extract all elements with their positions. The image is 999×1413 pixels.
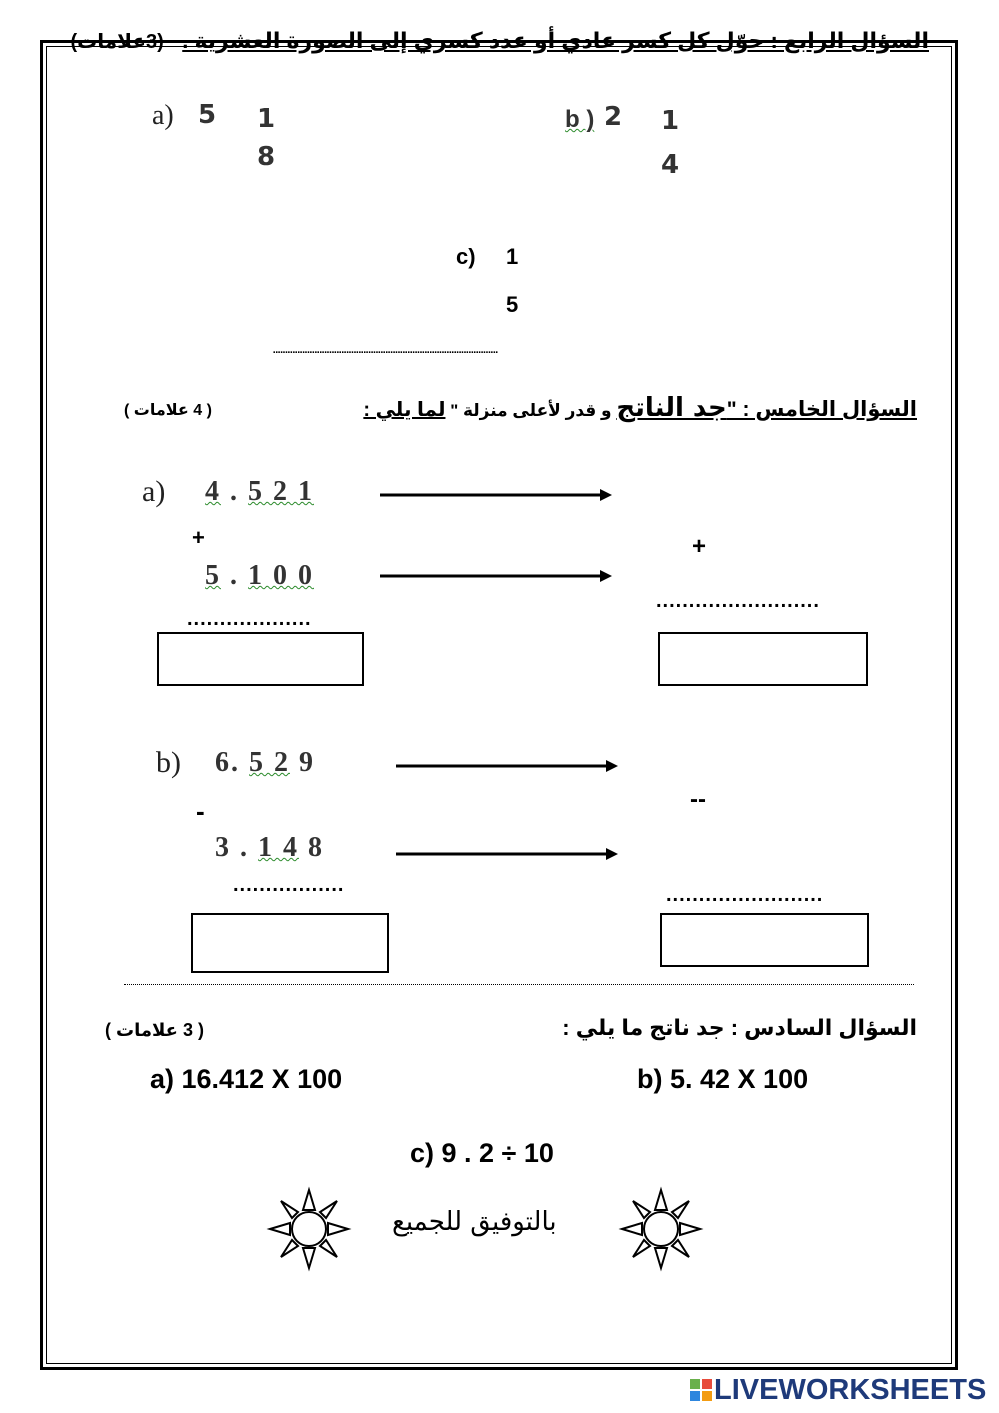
q5-b-bottom-dec2: 8 — [308, 832, 324, 863]
q4-a-label: a) — [152, 100, 174, 131]
q5-b-bottom-int: 3 — [215, 832, 231, 863]
q4-answer-line[interactable]: ............................................................................................ — [272, 340, 497, 357]
q5-a-bottom-number — [205, 560, 314, 592]
q4-b-label-text: b ) — [565, 106, 595, 133]
q5-heading — [363, 393, 917, 423]
q6-c-expression: c) 9 . 2 ÷ 10 — [410, 1138, 554, 1168]
q5-a-estimate-dots: ......................... — [656, 590, 820, 612]
q4-c-denominator: 5 — [506, 292, 519, 317]
q5-b-top-number — [215, 747, 315, 779]
q4-b-denominator: 4 — [661, 150, 680, 180]
q5-b-top-sep: . — [231, 747, 240, 778]
q5-a-bottom-sep: . — [230, 560, 239, 591]
q4-heading: السؤال الرابع : حوّل كل كسر عادي أو عدد كسري إلى الصورة العشرية . — [182, 28, 929, 53]
sun-icon-left — [268, 1188, 350, 1270]
q5-a-bottom-dec: 1 0 0 — [248, 560, 314, 591]
q5-b-result-box[interactable] — [191, 913, 389, 973]
q5-b-estimate-dots: ........................ — [666, 884, 824, 906]
q4-c-numerator: 1 — [506, 244, 519, 269]
q5-a-result-box[interactable] — [157, 632, 364, 686]
q5-b-top-dec2: 9 — [299, 747, 315, 778]
q5-b-label: b) — [156, 746, 181, 779]
section-divider — [124, 984, 914, 985]
q4-b-numerator: 1 — [661, 106, 680, 136]
q5-b-top-int: 6 — [215, 747, 231, 778]
q5-b-bottom-dec1: 1 4 — [258, 832, 299, 863]
q5-a-top-int: 4 — [205, 476, 221, 507]
q4-a-numerator: 1 — [257, 104, 276, 134]
q5-b-bottom-number — [215, 832, 324, 864]
sun-icon-right — [620, 1188, 702, 1270]
q5-a-bottom-arrow — [378, 567, 614, 585]
liveworksheets-brand: LIVEWORKSHEETS — [714, 1373, 987, 1406]
q5-marks: ( 4 علامات ) — [124, 402, 212, 419]
q5-a-operator: + — [192, 525, 205, 550]
q4-b-label — [565, 106, 594, 134]
q5-b-estimate-box[interactable] — [660, 913, 869, 967]
q5-a-estimate-box[interactable] — [658, 632, 868, 686]
closing-message: بالتوفيق للجميع — [392, 1207, 557, 1237]
liveworksheets-logo — [690, 1374, 986, 1406]
q5-heading-rest: و قدر لأعلى منزلة " — [445, 401, 617, 420]
q5-b-top-arrow — [394, 757, 620, 775]
q4-a-denominator: 8 — [257, 142, 276, 172]
q5-b-bottom-sep: . — [240, 832, 249, 863]
q5-heading-big: جد الناتج — [616, 393, 727, 423]
q5-heading-end: لما يلي : — [363, 399, 446, 421]
liveworksheets-badge-icon — [690, 1379, 712, 1401]
q6-b-expression: b) 5. 42 X 100 — [637, 1064, 809, 1094]
q5-b-estimate-operator: -- — [690, 786, 706, 813]
q5-a-label: a) — [142, 475, 166, 508]
q5-b-operator: - — [196, 796, 205, 826]
q5-a-top-arrow — [378, 486, 614, 504]
q5-a-top-sep: . — [230, 476, 239, 507]
q5-b-result-dots: ................. — [233, 874, 345, 896]
q6-a-expression: a) 16.412 X 100 — [150, 1064, 343, 1094]
q5-heading-prefix: السؤال الخامس : " — [726, 398, 917, 421]
q6-marks: ( 3 علامات ) — [105, 1020, 204, 1040]
q4-marks: (3علامات) — [70, 31, 164, 53]
q4-b-whole: 2 — [604, 102, 623, 132]
q5-a-top-number — [205, 476, 314, 508]
q4-heading-row — [70, 28, 929, 66]
q5-b-bottom-arrow — [394, 845, 620, 863]
q5-a-result-dots: ................... — [187, 608, 312, 630]
q5-b-top-dec1: 5 2 — [249, 747, 290, 778]
q5-a-top-dec: 5 2 1 — [248, 476, 314, 507]
q6-heading: السؤال السادس : جد ناتج ما يلي : — [562, 1015, 917, 1040]
q4-c-label: c) — [456, 244, 476, 269]
q5-a-estimate-operator: + — [692, 533, 707, 560]
q5-a-bottom-int: 5 — [205, 560, 221, 591]
q4-a-whole: 5 — [198, 100, 217, 130]
